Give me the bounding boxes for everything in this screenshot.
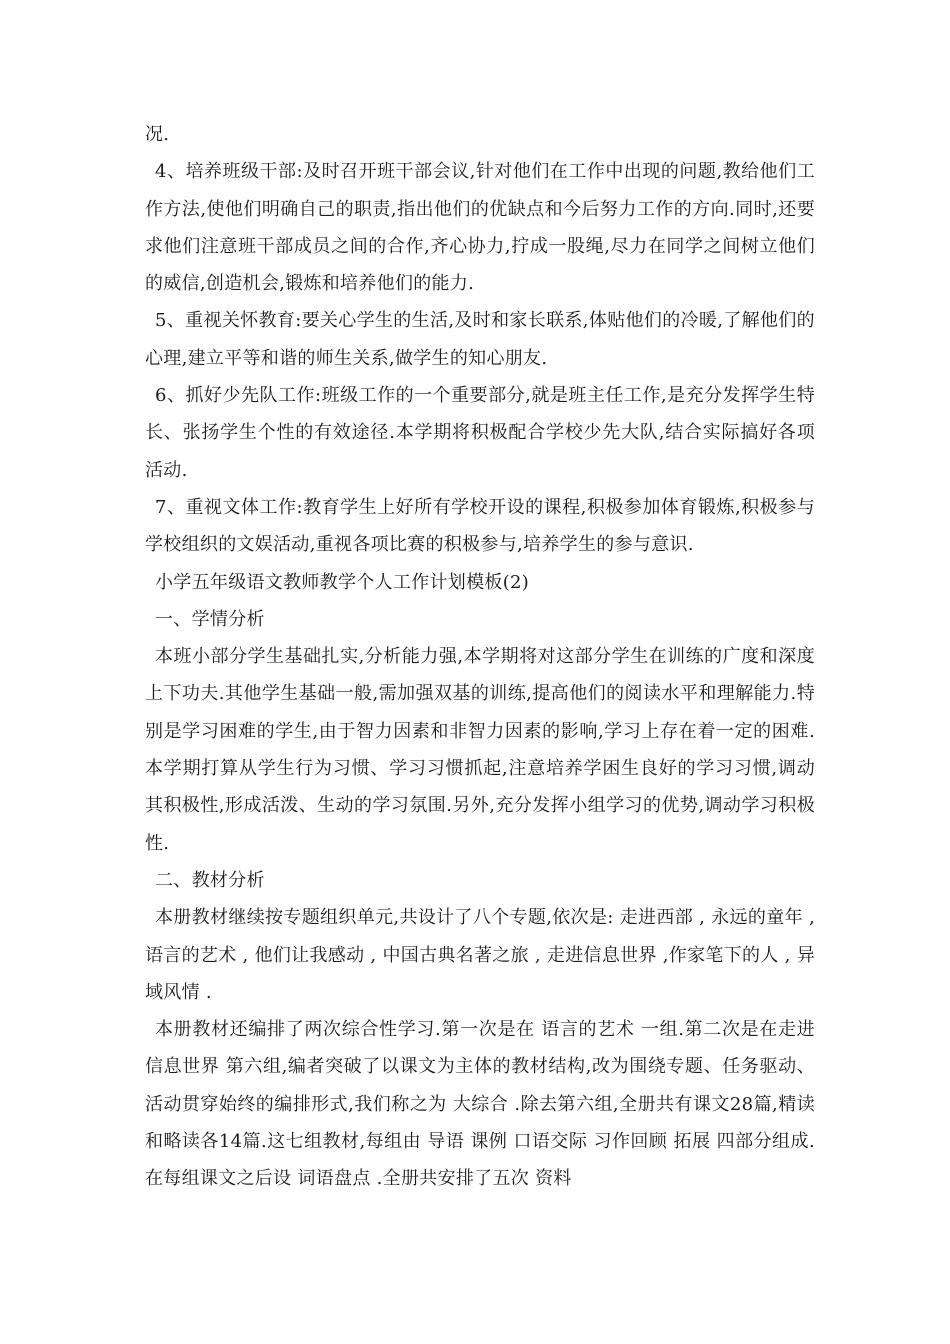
paragraph-textbook-structure: 本册教材还编排了两次综合性学习.第一次是在 语言的艺术 一组.第二次是在走进信息世界 第六组,编者突破了以课文为主体的教材结构,改为围绕专题、任务驱动、活动贯穿始终的编排形式,我们称之为 大综合 .除去第六组,全册共有课文28篇,精读和略读各14篇.这七组教材,每组由 导语 课例 口语交际 习作回顾 拓展 四部分组成.在每组课文之后设 词语盘点 .全册共安排了五次 资料 <box>145 1019 815 1190</box>
paragraph-item-4: 4、培养班级干部:及时召开班干部会议,针对他们在工作中出现的问题,教给他们工作方法,使他们明确自己的职责,指出他们的优缺点和今后努力工作的方向.同时,还要求他们注意班干部成员之间的合作,齐心协力,拧成一股绳,尽力在同学之间树立他们的威信,创造机会,锻炼和培养他们的能力. <box>145 161 815 295</box>
heading-textbook-analysis: 二、教材分析 <box>155 869 265 891</box>
paragraph-item-7: 7、重视文体工作:教育学生上好所有学校开设的课程,积极参加体育锻炼,积极参与学校组织的文娱活动,重视各项比赛的积极参与,培养学生的参与意识. <box>145 496 815 556</box>
section-title: 小学五年级语文教师教学个人工作计划模板(2) <box>155 571 530 593</box>
document-body <box>145 116 815 1198</box>
paragraph-item-5: 5、重视关怀教育:要关心学生的生活,及时和家长联系,体贴他们的冷暖,了解他们的心理,建立平等和谐的师生关系,做学生的知心朋友. <box>145 310 815 369</box>
heading-student-analysis: 一、学情分析 <box>155 608 265 630</box>
paragraph-textbook-topics: 本册教材继续按专题组织单元,共设计了八个专题,依次是: 走进西部 , 永远的童年 , 语言的艺术 , 他们让我感动 , 中国古典名著之旅 , 走进信息世界 ,作家笔下的人 , 异域风情 . <box>145 907 815 1003</box>
paragraph-student-analysis: 本班小部分学生基础扎实,分析能力强,本学期将对这部分学生在训练的广度和深度上下功夫.其他学生基础一般,需加强双基的训练,提高他们的阅读水平和理解能力.特别是学习困难的学生,由于智力因素和非智力因素的影响,学习上存在着一定的困难.本学期打算从学生行为习惯、学习习惯抓起,注意培养学困生良好的学习习惯,调动其积极性,形成活泼、生动的学习氛围.另外,充分发挥小组学习的优势,调动学习积极性. <box>145 646 815 854</box>
paragraph-continuation: 况. <box>145 124 170 145</box>
paragraph-item-6: 6、抓好少先队工作:班级工作的一个重要部分,就是班主任工作,是充分发挥学生特长、张扬学生个性的有效途径.本学期将积极配合学校少先大队,结合实际搞好各项活动. <box>145 385 815 481</box>
